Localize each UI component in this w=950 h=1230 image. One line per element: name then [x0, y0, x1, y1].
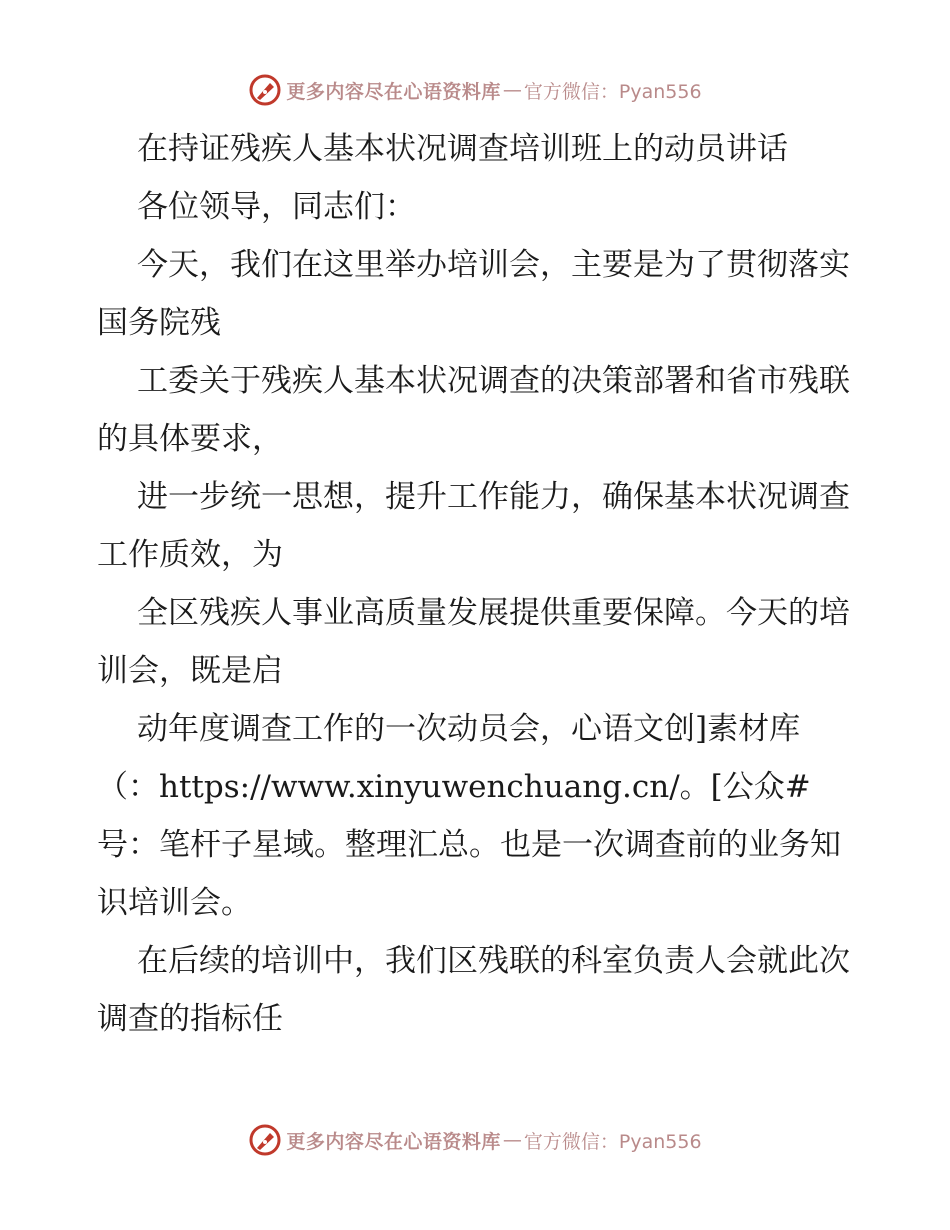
paragraph: 全区残疾人事业高质量发展提供重要保障。今天的培训会，既是启 [97, 595, 850, 689]
paragraph: 今天，我们在这里举办培训会，主要是为了贯彻落实国务院残 [97, 247, 850, 341]
document-title: 在持证残疾人基本状况调查培训班上的动员讲话 [137, 131, 788, 167]
document-body [97, 120, 857, 1048]
watermark-main-text: 更多内容尽在心语资料库 [286, 1130, 501, 1153]
watermark-dash: — [502, 1129, 522, 1151]
paragraph: 工委关于残疾人基本状况调查的决策部署和省市残联的具体要求， [97, 363, 850, 457]
paragraph: 动年度调查工作的一次动员会，心语文创]素材库（：https://www.xinyuwenchuang.cn/。[公众#号：笔杆子星域。整理汇总。也是一次调查前的业务知识培训会。 [97, 711, 841, 921]
pen-nib-circle-icon [248, 73, 282, 107]
paragraph: 在后续的培训中，我们区残联的科室负责人会就此次调查的指标任 [97, 943, 850, 1037]
watermark-wechat-text: 官方微信：Pyan556 [523, 1130, 702, 1153]
watermark-main-text: 更多内容尽在心语资料库 [286, 80, 501, 103]
pen-nib-circle-icon [248, 1123, 282, 1157]
salutation: 各位领导，同志们： [137, 189, 416, 225]
watermark-dash: — [502, 79, 522, 101]
footer-watermark [0, 1120, 950, 1160]
paragraph: 进一步统一思想，提升工作能力，确保基本状况调查工作质效，为 [97, 479, 850, 573]
watermark-wechat-text: 官方微信：Pyan556 [523, 80, 702, 103]
header-watermark [0, 70, 950, 110]
